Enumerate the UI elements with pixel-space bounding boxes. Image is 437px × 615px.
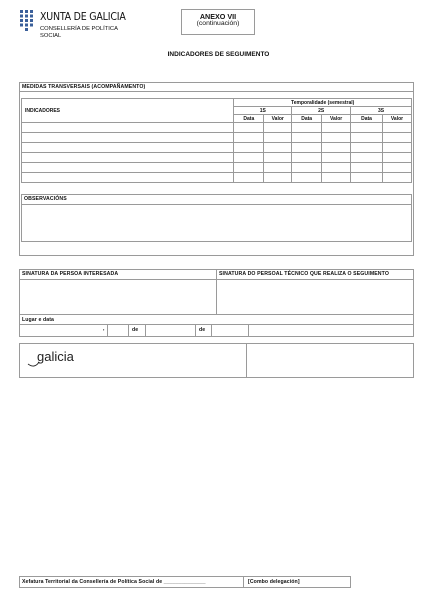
- observations-label: OBSERVACIÓNS: [24, 196, 67, 202]
- applicant-signature-label: SINATURA DA PERSOA INTERESADA: [22, 271, 119, 277]
- table-row[interactable]: [22, 163, 412, 173]
- value-header: Valor: [264, 115, 292, 123]
- month-input[interactable]: [147, 326, 194, 335]
- of-label-2: de: [199, 327, 206, 333]
- of-label-1: de: [132, 327, 139, 333]
- date-header: Data: [292, 115, 322, 123]
- data-cell[interactable]: [292, 173, 322, 183]
- data-cell[interactable]: [383, 133, 412, 143]
- indicator-cell[interactable]: [22, 173, 234, 183]
- data-cell[interactable]: [234, 123, 264, 133]
- data-cell[interactable]: [234, 153, 264, 163]
- table-row[interactable]: [22, 153, 412, 163]
- data-cell[interactable]: [322, 123, 351, 133]
- org-department-line-1: CONSELLERÍA DE POLÍTICA: [40, 26, 118, 32]
- comma-separator: ,: [103, 326, 105, 332]
- data-cell[interactable]: [264, 123, 292, 133]
- table-header-row: [22, 99, 412, 107]
- document-title: INDICADORES DE SEGUIMENTO: [167, 51, 270, 58]
- data-cell[interactable]: [292, 163, 322, 173]
- signatures-place-divider: [19, 314, 414, 315]
- data-cell[interactable]: [292, 143, 322, 153]
- place-date-divider: [19, 324, 414, 325]
- indicator-cell[interactable]: [22, 143, 234, 153]
- date-cell-divider: [211, 324, 212, 337]
- data-cell[interactable]: [351, 163, 383, 173]
- data-cell[interactable]: [322, 163, 351, 173]
- data-cell[interactable]: [234, 143, 264, 153]
- table-row[interactable]: [22, 173, 412, 183]
- data-cell[interactable]: [292, 153, 322, 163]
- value-header: Valor: [383, 115, 412, 123]
- measures-title-divider: [19, 91, 414, 92]
- data-cell[interactable]: [264, 173, 292, 183]
- annex-title: ANEXO VII: [199, 12, 237, 21]
- data-cell[interactable]: [383, 153, 412, 163]
- data-cell[interactable]: [351, 153, 383, 163]
- indicator-cell[interactable]: [22, 153, 234, 163]
- staff-signature-area[interactable]: [218, 281, 413, 313]
- data-cell[interactable]: [351, 123, 383, 133]
- org-department: [40, 26, 118, 40]
- year-input[interactable]: [213, 326, 247, 335]
- data-cell[interactable]: [292, 133, 322, 143]
- data-cell[interactable]: [292, 123, 322, 133]
- data-cell[interactable]: [351, 173, 383, 183]
- staff-signature-label: SINATURA DO PERSOAL TÉCNICO QUE REALIZA O SEGUIMENTO: [219, 271, 389, 277]
- observations-input[interactable]: [23, 206, 410, 240]
- footer-office-label: Xefatura Territorial da Consellería de Política Social de: [22, 579, 163, 585]
- data-cell[interactable]: [383, 123, 412, 133]
- date-cell-divider: [145, 324, 146, 337]
- delegation-combo[interactable]: [Combo delegación]: [248, 579, 300, 585]
- data-cell[interactable]: [322, 143, 351, 153]
- date-header: Data: [234, 115, 264, 123]
- indicators-table: [21, 98, 412, 183]
- galicia-logo: [26, 345, 86, 374]
- data-cell[interactable]: [383, 163, 412, 173]
- data-cell[interactable]: [351, 133, 383, 143]
- period-1s: 1S: [234, 107, 292, 115]
- data-cell[interactable]: [234, 173, 264, 183]
- data-cell[interactable]: [264, 163, 292, 173]
- data-cell[interactable]: [383, 143, 412, 153]
- footer-office-text: [22, 579, 206, 585]
- measures-section-title: MEDIDAS TRANSVERSAIS (ACOMPAÑAMENTO): [22, 84, 146, 90]
- indicator-cell[interactable]: [22, 133, 234, 143]
- footer-divider: [243, 576, 244, 588]
- data-cell[interactable]: [234, 133, 264, 143]
- org-department-line-2: SOCIAL: [40, 33, 62, 39]
- indicators-header: INDICADORES: [22, 99, 234, 123]
- xunta-logo-icon: [20, 10, 33, 31]
- table-row[interactable]: [22, 143, 412, 153]
- place-date-label: Lugar e data: [22, 317, 55, 323]
- period-header: Temporalidade (semestral): [234, 99, 412, 107]
- date-cell-divider: [195, 324, 196, 337]
- data-cell[interactable]: [383, 173, 412, 183]
- signatures-column-divider: [216, 269, 217, 315]
- data-cell[interactable]: [264, 133, 292, 143]
- day-input[interactable]: [109, 326, 127, 335]
- period-2s: 2S: [292, 107, 351, 115]
- observations-divider: [21, 204, 412, 205]
- footer-blank: ______________: [163, 579, 206, 585]
- annex-subtitle: (continuación): [196, 20, 240, 27]
- org-name: XUNTA DE GALICIA: [40, 11, 126, 23]
- table-row[interactable]: [22, 123, 412, 133]
- galicia-wordmark: galicia: [37, 349, 74, 364]
- date-cell-divider: [107, 324, 108, 337]
- indicator-cell[interactable]: [22, 123, 234, 133]
- indicator-cell[interactable]: [22, 163, 234, 173]
- date-cell-divider: [128, 324, 129, 337]
- data-cell[interactable]: [322, 173, 351, 183]
- data-cell[interactable]: [264, 153, 292, 163]
- place-input[interactable]: [22, 326, 102, 335]
- value-header: Valor: [322, 115, 351, 123]
- data-cell[interactable]: [322, 153, 351, 163]
- data-cell[interactable]: [322, 133, 351, 143]
- period-3s: 3S: [351, 107, 412, 115]
- date-header: Data: [351, 115, 383, 123]
- date-cell-divider: [248, 324, 249, 337]
- data-cell[interactable]: [234, 163, 264, 173]
- table-row[interactable]: [22, 133, 412, 143]
- data-cell[interactable]: [351, 143, 383, 153]
- applicant-signature-area[interactable]: [21, 281, 215, 313]
- data-cell[interactable]: [264, 143, 292, 153]
- brand-box-divider: [246, 343, 247, 378]
